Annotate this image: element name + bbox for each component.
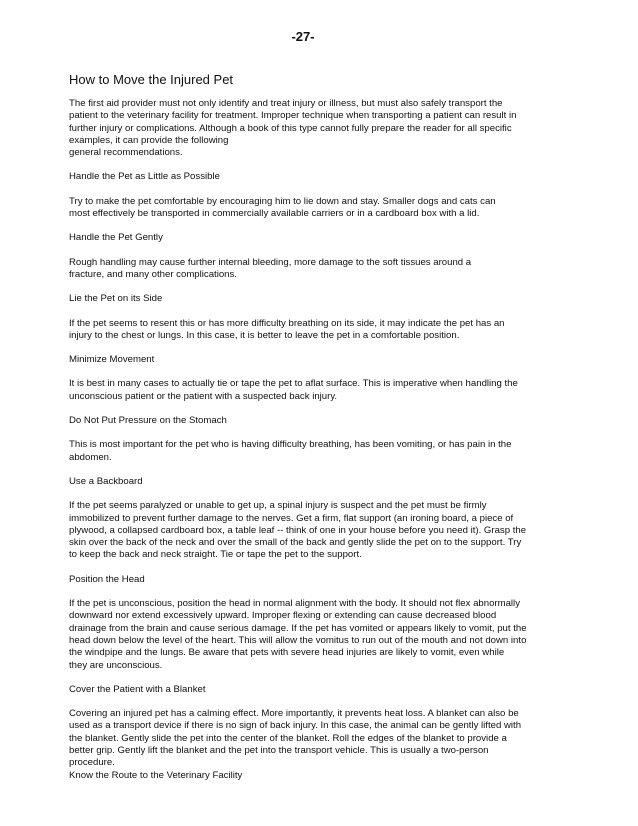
section-heading: Position the Head bbox=[69, 573, 145, 585]
section-paragraph bbox=[69, 257, 549, 282]
section-paragraph bbox=[69, 598, 549, 672]
paragraph-line: unconscious patient or the patient with a suspected back injury. bbox=[69, 390, 338, 402]
paragraph-line: to keep the back and neck straight. Tie or tape the pet to the support. bbox=[69, 549, 362, 561]
paragraph-line: the blanket. Gently slide the pet into the center of the blanket. Roll the edges of the blanket to provide a bbox=[69, 732, 507, 744]
section-heading: Do Not Put Pressure on the Stomach bbox=[69, 415, 227, 427]
page-title: How to Move the Injured Pet bbox=[69, 72, 234, 87]
section-heading: Handle the Pet as Little as Possible bbox=[69, 171, 220, 183]
intro-line: general recommendations. bbox=[69, 147, 183, 159]
paragraph-line: Rough handling may cause further internal bleeding, more damage to the soft tissues around a bbox=[69, 256, 472, 268]
paragraph-line: injury to the chest or lungs. In this case, it is better to leave the pet in a comfortable position. bbox=[69, 329, 460, 341]
section-heading: Handle the Pet Gently bbox=[69, 232, 163, 244]
paragraph-line: fracture, and many other complications. bbox=[69, 268, 237, 280]
paragraph-line: Covering an injured pet has a calming effect. More importantly, it prevents heat loss. A blanket can also be bbox=[69, 708, 519, 720]
paragraph-line: better grip. Gently lift the blanket and the pet into the transport vehicle. This is usually a two-person bbox=[69, 744, 489, 756]
section-paragraph bbox=[69, 378, 549, 403]
section-paragraph bbox=[69, 196, 549, 221]
section-heading: Minimize Movement bbox=[69, 354, 155, 366]
paragraph-line: If the pet seems to resent this or has more difficulty breathing on its side, it may indicate the pet has an bbox=[69, 317, 505, 329]
paragraph-line: they are unconscious. bbox=[69, 659, 163, 671]
paragraph-line: This is most important for the pet who is having difficulty breathing, has been vomiting, or has pain in the bbox=[69, 439, 512, 451]
page-number: -27- bbox=[291, 29, 315, 44]
intro-line: The first aid provider must not only identify and treat injury or illness, but must also safely transport the bbox=[69, 98, 503, 109]
paragraph-line: downward nor extend excessively upward. Improper flexing or extending can cause decreased blood bbox=[69, 610, 497, 622]
paragraph-line: used as a transport device if there is no sign of back injury. In this case, the animal can be gently lifted with bbox=[69, 720, 522, 732]
paragraph-line: If the pet is unconscious, position the head in normal alignment with the body. It should not flex abnormally bbox=[69, 598, 520, 610]
paragraph-line: the windpipe and the lungs. Be aware that pets with severe head injuries are likely to vomit, even while bbox=[69, 647, 505, 659]
paragraph-line: head down below the level of the heart. This will allow the vomitus to run out of the mouth and not down into bbox=[69, 634, 527, 646]
intro-line: further injury or complications. Although a book of this type cannot fully prepare the reader for all specific bbox=[69, 122, 512, 134]
paragraph-line: Try to make the pet comfortable by encouraging him to lie down and stay. Smaller dogs and cats can bbox=[69, 195, 496, 207]
paragraph-line: procedure. bbox=[69, 757, 115, 769]
paragraph-line: drainage from the brain and cause serious damage. If the pet has vomited or appears likely to vomit, put the bbox=[69, 622, 527, 634]
intro-paragraph bbox=[69, 98, 549, 159]
section-paragraph bbox=[69, 708, 549, 769]
paragraph-line: plywood, a collapsed cardboard box, a table leaf -- think of one in your house before you need it). Grasp the bbox=[69, 524, 527, 536]
section-heading: Cover the Patient with a Blanket bbox=[69, 683, 206, 695]
section-paragraph bbox=[69, 318, 549, 343]
section-paragraph bbox=[69, 439, 549, 464]
document-body bbox=[69, 98, 549, 782]
intro-line: patient to the veterinary facility for treatment. Improper technique when transporting a patient can result in bbox=[69, 110, 517, 122]
section-heading: Use a Backboard bbox=[69, 475, 143, 487]
paragraph-line: most effectively be transported in commercially available carriers or in a cardboard box with a lid. bbox=[69, 208, 480, 220]
section-paragraph bbox=[69, 500, 549, 561]
paragraph-line: skin over the back of the neck and over the small of the back and gently slide the pet on to the support. Try bbox=[69, 537, 522, 549]
section-heading: Lie the Pet on its Side bbox=[69, 293, 163, 305]
paragraph-line: immobilized to prevent further damage to the nerves. Get a firm, flat support (an ironing board, a piece of bbox=[69, 512, 514, 524]
final-heading: Know the Route to the Veterinary Facility bbox=[69, 769, 243, 781]
paragraph-line: If the pet seems paralyzed or unable to get up, a spinal injury is suspect and the pet must be firmly bbox=[69, 500, 487, 512]
paragraph-line: It is best in many cases to actually tie or tape the pet to aflat surface. This is imperative when handling the bbox=[69, 378, 518, 390]
intro-line: examples, it can provide the following bbox=[69, 134, 229, 146]
paragraph-line: abdomen. bbox=[69, 451, 112, 463]
